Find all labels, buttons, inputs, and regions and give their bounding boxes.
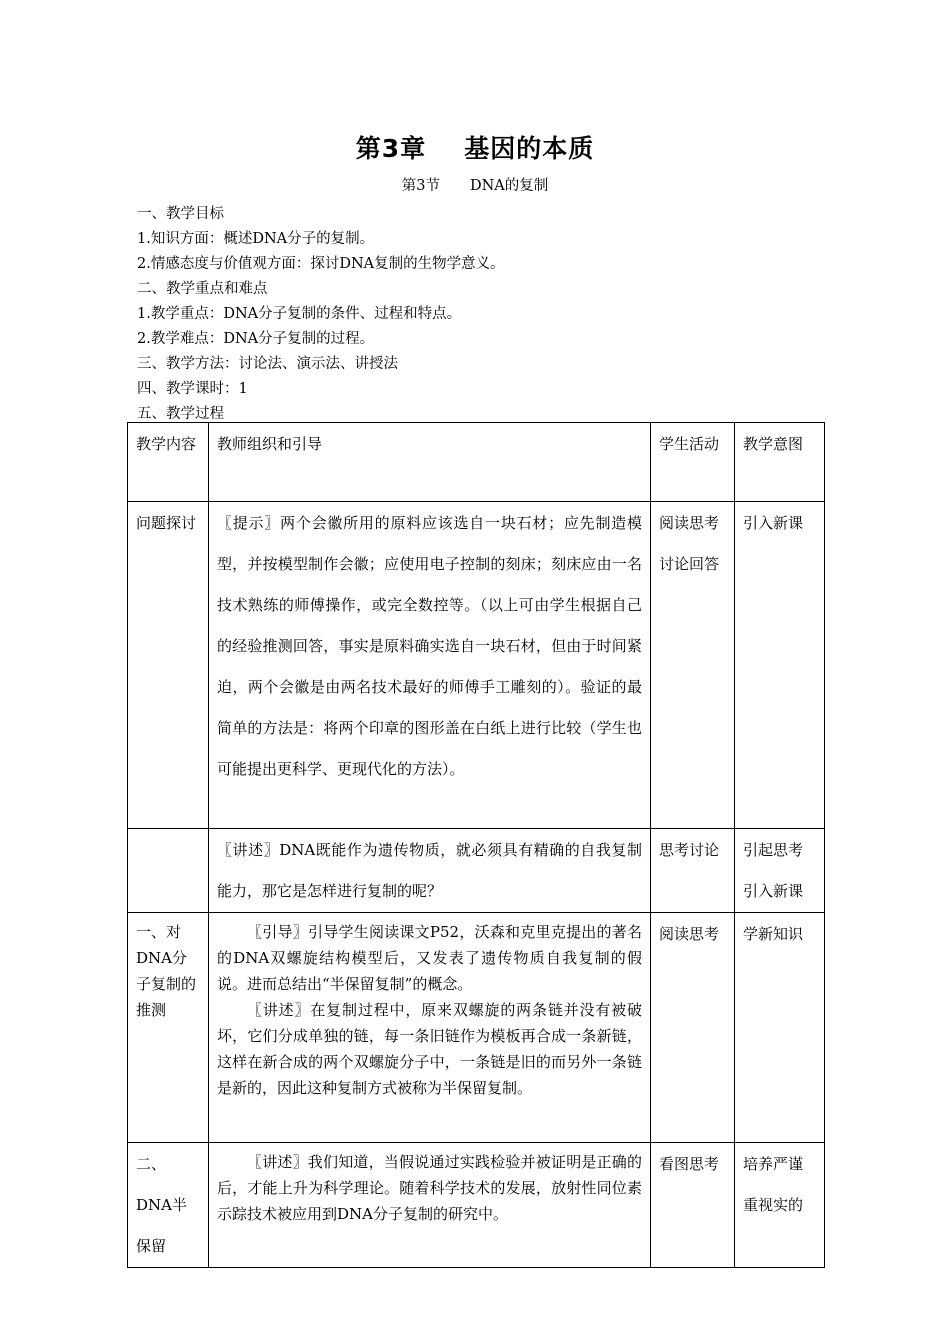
section-name: DNA的复制 bbox=[469, 178, 549, 194]
content-cell: 问题探讨 bbox=[128, 502, 209, 829]
intent-cell: 学新知识 bbox=[735, 913, 825, 1143]
guide-cell: 〖讲述〗DNA既能作为遗传物质，就必须具有精确的自我复制能力，那它是怎样进行复制的呢？ bbox=[209, 829, 651, 913]
header-cell: 教师组织和引导 bbox=[209, 423, 651, 502]
outline-line: 四、教学课时：1 bbox=[137, 381, 248, 397]
intent-cell: 引起思考引入新课 bbox=[735, 829, 825, 913]
content-cell: 二、DNA半保留 bbox=[128, 1143, 209, 1268]
intent-cell: 培养严谨重视实的 bbox=[735, 1143, 825, 1268]
table-row bbox=[128, 913, 825, 1143]
outline-line: 2.教学难点：DNA分子复制的过程。 bbox=[137, 331, 375, 347]
outline-line: 三、教学方法：讨论法、演示法、讲授法 bbox=[137, 356, 398, 372]
activity-cell: 看图思考 bbox=[651, 1143, 735, 1268]
guide-paragraph: 〖讲述〗在复制过程中，原来双螺旋的两条链并没有被破坏，它们分成单独的链，每一条旧链作为模板再合成一条新链，这样在新合成的两个双螺旋分子中，一条链是旧的而另外一条链是新的，因此这种复制方式被称为半保留复制。 bbox=[217, 1001, 642, 1097]
outline-line: 二、教学重点和难点 bbox=[137, 281, 268, 297]
guide-cell: 〖提示〗两个会徽所用的原料应该选自一块石材；应先制造模型，并按模型制作会徽；应使用电子控制的刻床；刻床应由一名技术熟练的师傅操作，或完全数控等。（以上可由学生根据自己的经验推测回答，事实是原料确实选自一块石材，但由于时间紧迫，两个会徽是由两名技术最好的师傅手工雕刻的）。验证的最简单的方法是：将两个印章的图形盖在白纸上进行比较（学生也可能提出更科学、更现代化的方法）。 bbox=[209, 502, 651, 829]
table-row bbox=[128, 829, 825, 913]
outline-line: 2.情感态度与价值观方面：探讨DNA复制的生物学意义。 bbox=[137, 256, 505, 272]
activity-cell: 阅读思考讨论回答 bbox=[651, 502, 735, 829]
header-cell: 学生活动 bbox=[651, 423, 735, 502]
guide-cell bbox=[209, 913, 651, 1143]
activity-cell: 思考讨论 bbox=[651, 829, 735, 913]
intent-cell: 引入新课 bbox=[735, 502, 825, 829]
activity-cell: 阅读思考 bbox=[651, 913, 735, 1143]
outline-line: 1.教学重点：DNA分子复制的条件、过程和特点。 bbox=[137, 306, 462, 322]
table-row bbox=[128, 1143, 825, 1268]
teaching-process-table bbox=[127, 422, 825, 1268]
chapter-title bbox=[0, 133, 950, 165]
chapter-name: 基因的本质 bbox=[464, 134, 595, 163]
guide-cell: 〖讲述〗我们知道，当假说通过实践检验并被证明是正确的后，才能上升为科学理论。随着科学技术的发展，放射性同位素示踪技术被应用到DNA分子复制的研究中。 bbox=[209, 1143, 651, 1268]
lesson-outline bbox=[137, 202, 837, 427]
chapter-number: 第3章 bbox=[355, 134, 427, 163]
table-header-row bbox=[128, 423, 825, 502]
content-cell: 一、对DNA分子复制的推测 bbox=[128, 913, 209, 1143]
outline-line: 五、教学过程 bbox=[137, 406, 224, 422]
table-row bbox=[128, 502, 825, 829]
guide-paragraph: 〖引导〗引导学生阅读课文P52，沃森和克里克提出的著名的DNA双螺旋结构模型后，又发表了遗传物质自我复制的假说。进而总结出“半保留复制”的概念。 bbox=[217, 923, 642, 993]
header-cell: 教学内容 bbox=[128, 423, 209, 502]
header-cell: 教学意图 bbox=[735, 423, 825, 502]
content-cell bbox=[128, 829, 209, 913]
outline-line: 一、教学目标 bbox=[137, 206, 224, 222]
section-title bbox=[0, 176, 950, 196]
section-number: 第3节 bbox=[401, 178, 440, 194]
outline-line: 1.知识方面：概述DNA分子的复制。 bbox=[137, 231, 375, 247]
